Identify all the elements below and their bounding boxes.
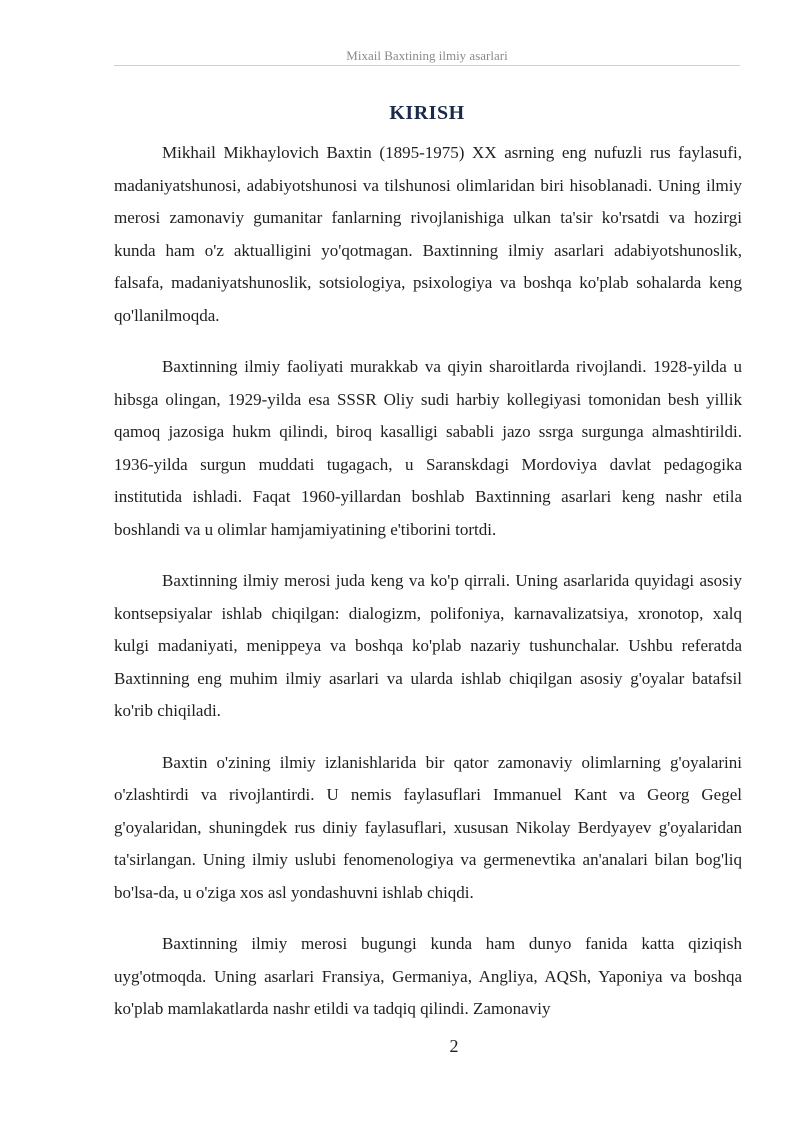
section-title: KIRISH	[389, 102, 465, 124]
paragraph: Baxtinning ilmiy merosi juda keng va ko'p qirrali. Uning asarlarida quyidagi asosiy kontsepsiyalar ishlab chiqilgan: dialogizm, polifoniya, karnavalizatsiya, xronotop, xalq kulgi madaniyati, menippeya va boshqa ko'plab nazariy tushunchalar. Ushbu referatda Baxtinning eng muhim ilmiy asarlari va ularda ishlab chiqilgan asosiy g'oyalar batafsil ko'rib chiqiladi.	[114, 571, 742, 720]
running-header: Mixail Baxtining ilmiy asarlari	[346, 48, 508, 63]
body-text	[114, 137, 742, 1045]
paragraph: Baxtinning ilmiy faoliyati murakkab va qiyin sharoitlarda rivojlandi. 1928-yilda u hibsga olingan, 1929-yilda esa SSSR Oliy sudi harbiy kollegiyasi tomonidan besh yillik qamoq jazosiga hukm qilindi, biroq kasalligi sababli jazo ssrga surgunga almashtirildi. 1936-yilda surgun muddati tugagach, u Saranskdagi Mordoviya davlat pedagogika institutida ishladi. Faqat 1960-yillardan boshlab Baxtinning asarlari keng nashr etila boshlandi va u olimlar hamjamiyatining e'tiborini tortdi.	[114, 357, 742, 539]
page-number: 2	[449, 1036, 459, 1056]
paragraph: Baxtinning ilmiy merosi bugungi kunda ham dunyo fanida katta qiziqish uyg'otmoqda. Uning asarlari Fransiya, Germaniya, Angliya, AQSh, Yaponiya va boshqa ko'plab mamlakatlarda nashr etildi va tadqiq qilindi. Zamonaviy	[114, 934, 742, 1018]
paragraph: Baxtin o'zining ilmiy izlanishlarida bir qator zamonaviy olimlarning g'oyalarini o'zlashtirdi va rivojlantirdi. U nemis faylasuflari Immanuel Kant va Georg Gegel g'oyalaridan, shuningdek rus diniy faylasuflari, xususan Nikolay Berdyayev g'oyalaridan ta'sirlangan. Uning ilmiy uslubi fenomenologiya va germenevtika an'analari bilan bog'liq bo'lsa-da, u o'ziga xos asl yondashuvni ishlab chiqdi.	[114, 752, 742, 902]
header-divider	[114, 65, 740, 66]
paragraph: Mikhail Mikhaylovich Baxtin (1895-1975) XX asrning eng nufuzli rus faylasufi, madaniyatshunosi, adabiyotshunosi va tilshunosi olimlaridan biri hisoblanadi. Uning ilmiy merosi zamonaviy gumanitar fanlarning rivojlanishiga ulkan ta'sir ko'rsatdi va hozirgi kunda ham o'z aktualligini yo'qotmagan. Baxtinning ilmiy asarlari adabiyotshunoslik, falsafa, madaniyatshunoslik, sotsiologiya, psixologiya va boshqa ko'plab sohalarda keng qo'llanilmoqda.	[114, 143, 742, 325]
